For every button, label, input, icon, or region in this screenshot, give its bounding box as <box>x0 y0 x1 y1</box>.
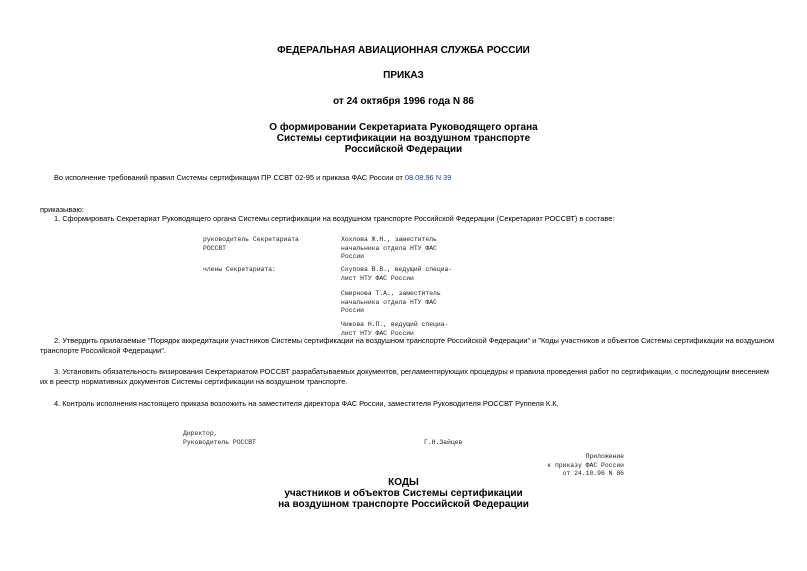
codes-title-line-2: участников и объектов Системы сертификации <box>284 488 523 499</box>
preamble <box>54 173 451 183</box>
codes-title-line-3: на воздушном транспорте Российской Федерации <box>278 499 529 510</box>
head-role-line-1: руководитель Секретариата <box>203 236 299 243</box>
doc-type-heading: ПРИКАЗ <box>383 70 424 81</box>
item-3: 3. Установить обязательность визирования Секретариатом РОССВТ разрабатываемых документов, регламентирующих процедуры и правила проведения работ по сертификации, с последующим внесением их в реестр нормативных документов Системы сертификации на воздушном транспорте. <box>40 367 769 386</box>
member-2-line-1: Смирнова Т.А., заместитель <box>341 290 441 297</box>
member-2-line-2: начальника отдела НТУ ФАС <box>341 298 437 306</box>
appendix-line-1: Приложение <box>585 453 624 460</box>
head-person-line-3: России <box>341 253 365 261</box>
order-39-link[interactable]: 08.08.96 N 39 <box>404 173 452 182</box>
order-word: приказываю: <box>40 205 84 214</box>
appendix-line-2: к приказу ФАС России <box>547 461 624 469</box>
signature-role-line-1: Директор, <box>183 430 218 437</box>
item-4: 4. Контроль исполнения настоящего приказа возложить на заместителя директора ФАС России, заместителя Руководителя РОССВТ Руппеля К.К. <box>54 399 559 408</box>
agency-heading: ФЕДЕРАЛЬНАЯ АВИАЦИОННАЯ СЛУЖБА РОССИИ <box>277 45 530 56</box>
preamble-text: Во исполнение требований правил Системы сертификации ПР ССВТ 02-95 и приказа ФАС России от <box>54 173 405 182</box>
date-line: от 24 октября 1996 года N 86 <box>333 96 474 107</box>
member-3-line-2: лист НТУ ФАС России <box>341 329 414 337</box>
item-1: 1. Сформировать Секретариат Руководящего органа Системы сертификации на воздушном транспорте Российской Федерации (Секретариат РОССВТ) в составе: <box>54 214 615 223</box>
codes-title-line-1: КОДЫ <box>388 477 419 488</box>
title-line-3: Российской Федерации <box>344 144 463 155</box>
signature-name: Г.Н.Зайцев <box>424 438 463 446</box>
appendix-line-3: от 24.10.96 N 86 <box>562 470 624 478</box>
title-line-2: Системы сертификации на воздушном транспорте <box>276 133 531 144</box>
member-2-line-3: России <box>341 307 365 315</box>
head-person-line-2: начальника отдела НТУ ФАС <box>341 244 437 252</box>
head-person-line-1: Хохлова Ж.Н., заместитель <box>341 236 437 243</box>
member-3-line-1: Чижова Н.П., ведущий специа- <box>341 321 449 328</box>
members-role: члены Секретариата: <box>203 266 276 273</box>
head-role-line-2: РОССВТ <box>203 244 227 252</box>
signature-role-line-2: Руководитель РОССВТ <box>183 438 256 446</box>
member-1-line-1: Скупова В.В., ведущий специа- <box>341 266 453 273</box>
item-2: 2. Утвердить прилагаемые "Порядок аккредитации участников Системы сертификации на воздушном транспорте Российской Федерации" и "Коды участников и объектов Системы сертификации на воздушном транспорте Российской Федерации". <box>40 336 775 355</box>
member-1-line-2: лист НТУ ФАС России <box>341 274 414 282</box>
title-line-1: О формировании Секретариата Руководящего органа <box>269 122 538 133</box>
